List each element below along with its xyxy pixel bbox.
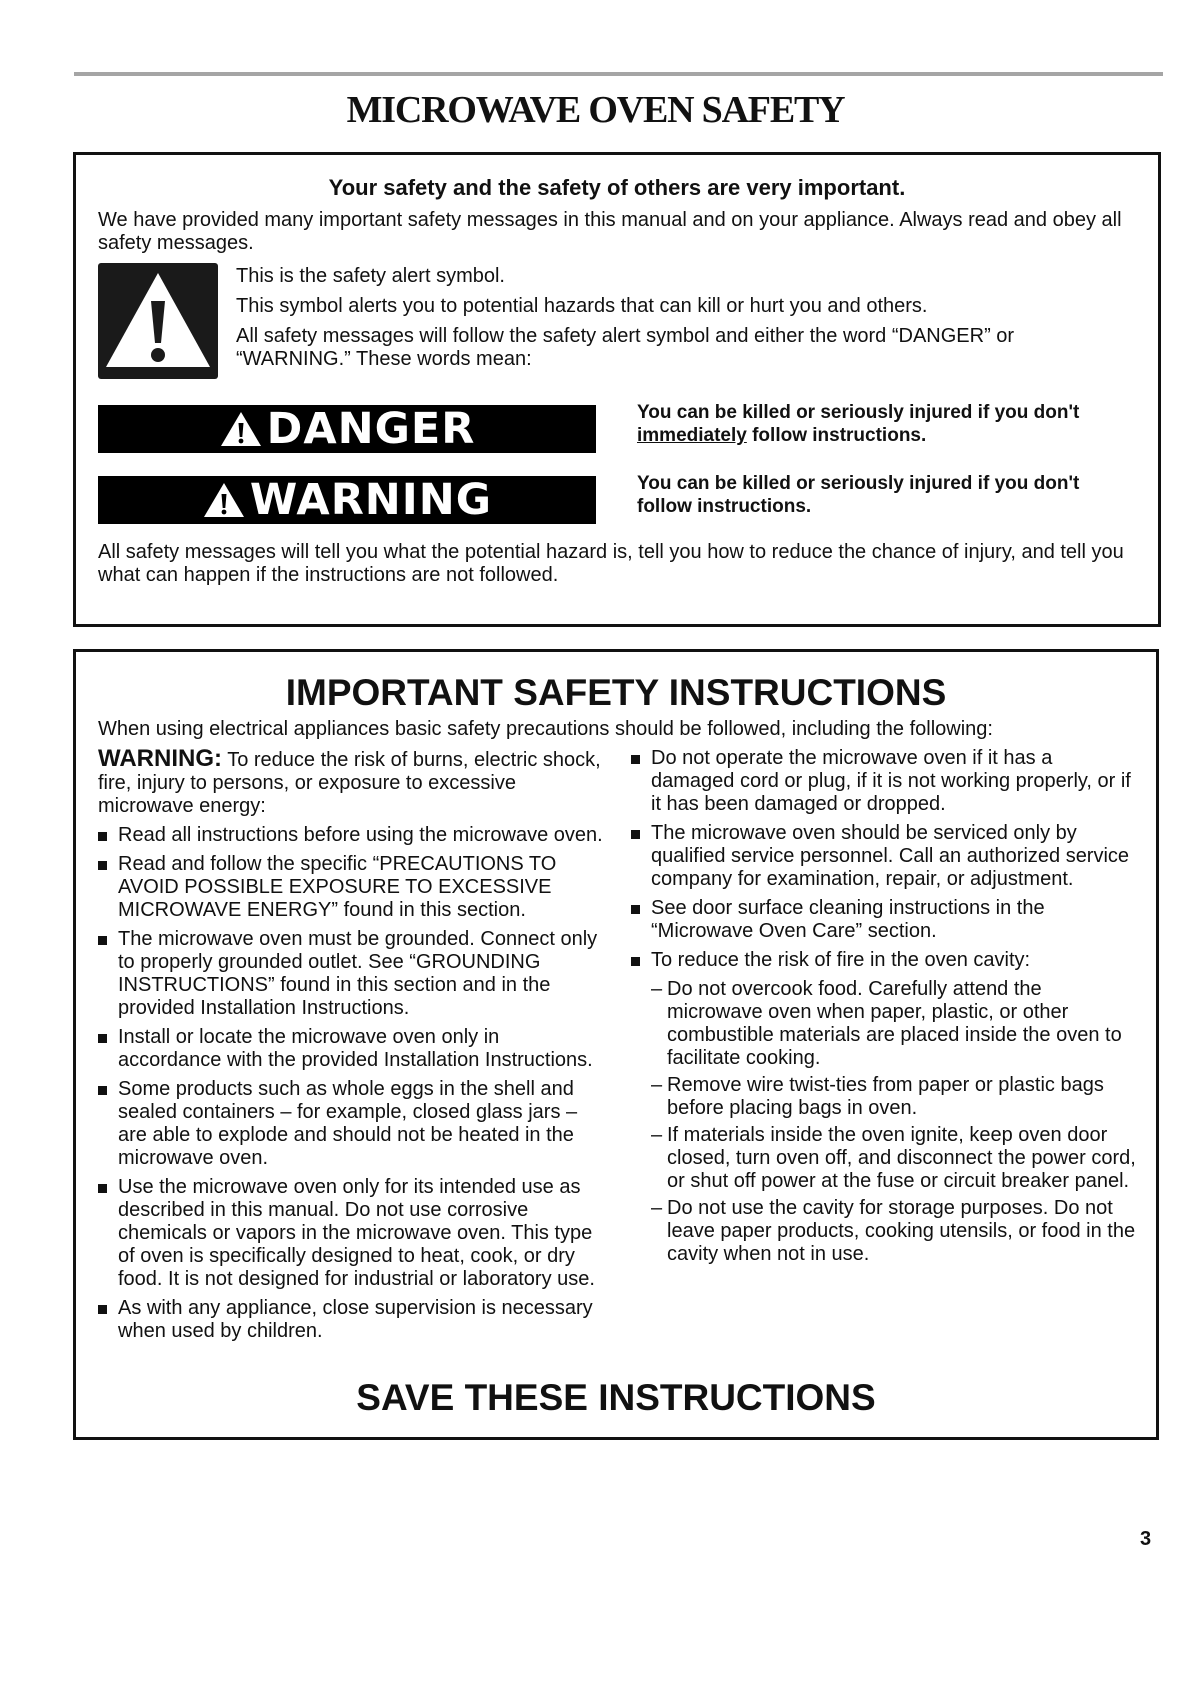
- warning-lead-text: To reduce the risk of burns, electric shock, fire, injury to persons, or exposure to excessive microwave energy:: [98, 749, 601, 817]
- bullet-square-icon: [631, 830, 640, 839]
- sub-list-item: – If materials inside the oven ignite, keep oven door closed, turn oven off, and disconnect the power cord, or shut off power at the fuse or circuit breaker panel.: [651, 1124, 1136, 1192]
- list-item: Do not operate the microwave oven if it has a damaged cord or plug, if it is not working properly, or if it has been damaged or dropped.: [631, 747, 1141, 816]
- list-item: As with any appliance, close supervision is necessary when used by children.: [98, 1297, 608, 1343]
- list-item: Read and follow the specific “PRECAUTIONS TO AVOID POSSIBLE EXPOSURE TO EXCESSIVE MICROWAVE ENERGY” found in this section.: [98, 853, 608, 922]
- bullet-square-icon: [98, 936, 107, 945]
- page-title: MICROWAVE OVEN SAFETY: [346, 89, 845, 131]
- right-column: [631, 747, 1141, 1270]
- safety-heading: Your safety and the safety of others are very important.: [328, 175, 906, 200]
- warning-alert-icon: [202, 481, 246, 519]
- safety-closing-text: All safety messages will tell you what the potential hazard is, tell you how to reduce the chance of injury, and tell you what can happen if the instructions are not followed.: [98, 541, 1124, 586]
- dash-marker: –: [651, 1074, 663, 1096]
- safety-intro-text: We have provided many important safety messages in this manual and on your appliance. Always read and obey all safety messages.: [98, 209, 1122, 254]
- bullet-square-icon: [631, 755, 640, 764]
- important-safety-box: [73, 649, 1159, 1440]
- warning-label: WARNING: [249, 475, 493, 525]
- bullet-square-icon: [98, 861, 107, 870]
- bullet-square-icon: [98, 1086, 107, 1095]
- list-item: See door surface cleaning instructions in the “Microwave Oven Care” section.: [631, 897, 1141, 943]
- instructions-intro: When using electrical appliances basic safety precautions should be followed, including the following:: [98, 718, 993, 740]
- danger-bar: [98, 405, 596, 453]
- warning-bar: [98, 476, 596, 524]
- instructions-title: IMPORTANT SAFETY INSTRUCTIONS: [285, 672, 947, 713]
- sub-list-item: – Do not use the cavity for storage purposes. Do not leave paper products, cooking utensils, or food in the cavity when not in use.: [651, 1197, 1136, 1265]
- list-item: The microwave oven should be serviced only by qualified service personnel. Call an authorized service company for examination, repair, or adjustment.: [631, 822, 1141, 891]
- dash-marker: –: [651, 1197, 663, 1219]
- danger-alert-icon: [219, 410, 263, 448]
- alert-line-1: This is the safety alert symbol.: [236, 265, 505, 287]
- bullet-square-icon: [98, 832, 107, 841]
- safety-alert-icon: [98, 263, 218, 379]
- list-item: Install or locate the microwave oven only in accordance with the provided Installation Instructions.: [98, 1026, 608, 1072]
- warning-word: WARNING:: [98, 745, 222, 772]
- bullet-square-icon: [98, 1184, 107, 1193]
- danger-description: You can be killed or seriously injured if you don't immediately follow instructions.: [637, 402, 1080, 446]
- page-number: 3: [1140, 1528, 1152, 1550]
- left-column: [98, 747, 608, 1349]
- top-rule: [74, 72, 1163, 76]
- list-item: The microwave oven must be grounded. Connect only to properly grounded outlet. See “GROUNDING INSTRUCTIONS” found in this section and in the provided Installation Instructions.: [98, 928, 608, 1020]
- warning-description: You can be killed or seriously injured if you don't follow instructions.: [637, 473, 1080, 517]
- save-instructions-title: SAVE THESE INSTRUCTIONS: [356, 1377, 876, 1418]
- danger-label: DANGER: [266, 404, 476, 454]
- alert-line-2: This symbol alerts you to potential hazards that can kill or hurt you and others.: [236, 295, 928, 317]
- bullet-square-icon: [98, 1034, 107, 1043]
- bullet-square-icon: [631, 957, 640, 966]
- alert-line-3: All safety messages will follow the safety alert symbol and either the word “DANGER” or “WARNING.” These words mean:: [236, 325, 1015, 370]
- list-item: To reduce the risk of fire in the oven cavity:: [631, 949, 1141, 972]
- list-item: Read all instructions before using the microwave oven.: [98, 824, 608, 847]
- list-item: Some products such as whole eggs in the shell and sealed containers – for example, closed glass jars – are able to explode and should not be heated in the microwave oven.: [98, 1078, 608, 1170]
- dash-marker: –: [651, 1124, 663, 1146]
- bullet-square-icon: [98, 1305, 107, 1314]
- warning-lead: [98, 747, 608, 818]
- sub-list-item: – Remove wire twist-ties from paper or plastic bags before placing bags in oven.: [651, 1074, 1104, 1119]
- safety-intro-box: [73, 152, 1161, 627]
- bullet-square-icon: [631, 905, 640, 914]
- list-item: Use the microwave oven only for its intended use as described in this manual. Do not use corrosive chemicals or vapors in the microwave oven. This type of oven is specifically designed to heat, cook, or dry food. It is not designed for industrial or laboratory use.: [98, 1176, 608, 1291]
- sub-list-item: – Do not overcook food. Carefully attend the microwave oven when paper, plastic, or other combustible materials are placed inside the oven to facilitate cooking.: [651, 978, 1122, 1069]
- dash-marker: –: [651, 978, 663, 1000]
